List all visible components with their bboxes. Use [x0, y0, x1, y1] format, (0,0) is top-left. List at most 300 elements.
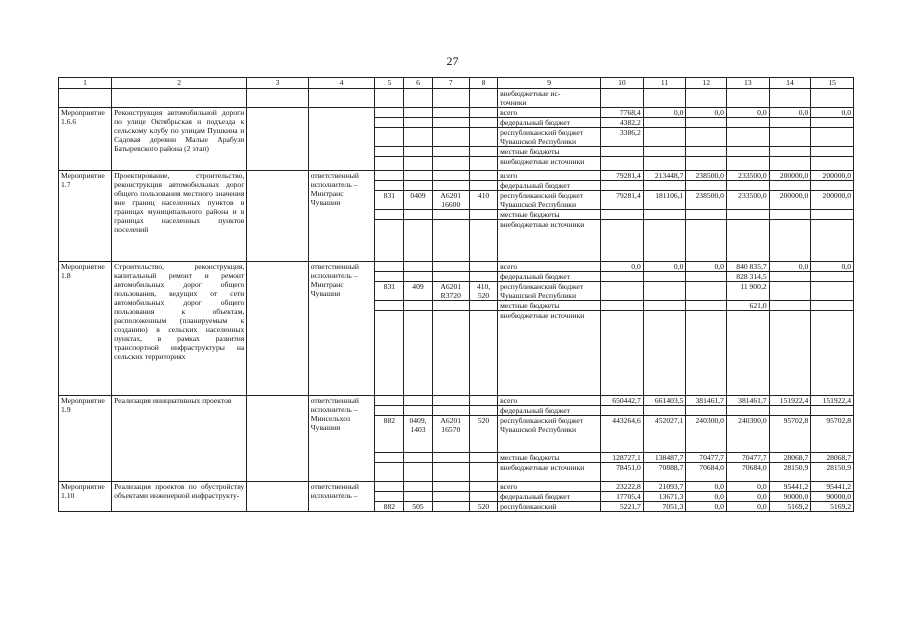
- value-cell: 828 314,5: [726, 272, 769, 282]
- value-cell: [726, 210, 769, 220]
- value-cell: 95441,2: [811, 482, 854, 492]
- value-cell: [769, 181, 811, 191]
- value-cell: 90000,0: [769, 492, 811, 502]
- empty-cell: [404, 396, 432, 406]
- value-cell: [601, 89, 644, 108]
- value-cell: [643, 128, 686, 147]
- value-cell: [601, 220, 644, 262]
- value-cell: [643, 301, 686, 311]
- empty-cell: [404, 406, 432, 416]
- empty-cell: [375, 463, 404, 482]
- value-cell: 233500,0: [726, 191, 769, 210]
- value-cell: 95702,8: [769, 416, 811, 453]
- budget-code-cell: 410: [469, 191, 497, 210]
- value-cell: 13671,3: [643, 492, 686, 502]
- value-cell: [726, 311, 769, 396]
- value-cell: [686, 406, 727, 416]
- value-cell: 90000,0: [811, 492, 854, 502]
- empty-cell: [404, 128, 432, 147]
- budget-code-cell: А6201 R3720: [432, 282, 469, 301]
- empty-cell: [432, 453, 469, 463]
- empty-cell: [404, 262, 432, 272]
- empty-cell: [469, 311, 497, 396]
- measure-label: Мероприятие 1.7: [59, 171, 112, 262]
- value-cell: [769, 210, 811, 220]
- empty-cell: [469, 118, 497, 128]
- empty-cell: [432, 210, 469, 220]
- responsible-executor: ответственный исполнитель –: [308, 482, 375, 512]
- value-cell: 200000,0: [769, 171, 811, 181]
- empty-cell: [469, 463, 497, 482]
- responsible-executor: [308, 108, 375, 171]
- value-cell: [811, 406, 854, 416]
- header-cell: 6: [404, 78, 432, 89]
- empty-cell: [469, 157, 497, 171]
- empty-cell: [247, 482, 308, 512]
- empty-cell: [432, 463, 469, 482]
- empty-cell: [375, 311, 404, 396]
- empty-cell: [432, 262, 469, 272]
- budget-code-cell: 0409, 1403: [404, 416, 432, 453]
- measure-description: Строительство, реконструкция, капитальный ремонт и ремонт автомобильных дорог общего пользования, ведущих от сети автомобильных дорог общего пользования к объектам, расположенным (планируемым к созданию) в сельских населенных пунктах, в рамках развития транспортной инфраструктуры на сельских территориях: [112, 262, 247, 396]
- budget-code-cell: 882: [375, 416, 404, 453]
- empty-cell: [469, 181, 497, 191]
- value-cell: 0,0: [726, 108, 769, 118]
- value-cell: 0,0: [643, 108, 686, 118]
- empty-cell: [375, 157, 404, 171]
- empty-cell: [432, 492, 469, 502]
- table-row: [59, 482, 854, 492]
- empty-cell: [247, 108, 308, 171]
- value-cell: 78451,0: [601, 463, 644, 482]
- value-cell: 138487,7: [643, 453, 686, 463]
- header-cell: 15: [811, 78, 854, 89]
- value-cell: [643, 181, 686, 191]
- empty-cell: [375, 108, 404, 118]
- value-cell: 5169,2: [769, 502, 811, 512]
- funding-source-cell: внебюджетные источники: [498, 463, 601, 482]
- value-cell: 240300,0: [726, 416, 769, 453]
- empty-cell: [469, 301, 497, 311]
- header-cell: 14: [769, 78, 811, 89]
- budget-code-cell: А6201 16600: [432, 191, 469, 210]
- value-cell: [686, 118, 727, 128]
- value-cell: [811, 210, 854, 220]
- budget-code-cell: 882: [375, 502, 404, 512]
- value-cell: [811, 311, 854, 396]
- value-cell: 70684,0: [726, 463, 769, 482]
- value-cell: [643, 157, 686, 171]
- empty-cell: [404, 301, 432, 311]
- budget-code-cell: 520: [469, 416, 497, 453]
- value-cell: [601, 406, 644, 416]
- value-cell: [686, 282, 727, 301]
- value-cell: [769, 128, 811, 147]
- measure-description: Проектирование, строительство, реконструкция автомобильных дорог общего пользования местного значения вне границ населенных пунктов в границах муниципального района и в границах населенных пунктов поселений: [112, 171, 247, 262]
- empty-cell: [469, 482, 497, 492]
- value-cell: [601, 301, 644, 311]
- value-cell: [686, 311, 727, 396]
- value-cell: 70684,0: [686, 463, 727, 482]
- funding-source-cell: внебюджетные источники: [498, 157, 601, 171]
- header-cell: 11: [643, 78, 686, 89]
- funding-source-cell: внебюджетные источники: [498, 220, 601, 262]
- funding-source-cell: федеральный бюджет: [498, 181, 601, 191]
- empty-cell: [404, 463, 432, 482]
- value-cell: [769, 301, 811, 311]
- funding-source-cell: республиканский бюджет Чувашской Республики: [498, 282, 601, 301]
- empty-cell: [432, 128, 469, 147]
- value-cell: 7051,3: [643, 502, 686, 512]
- responsible-executor: ответственный исполнитель – Минтранс Чувашии: [308, 171, 375, 262]
- value-cell: 621,0: [726, 301, 769, 311]
- value-cell: 0,0: [643, 262, 686, 272]
- value-cell: 4382,2: [601, 118, 644, 128]
- value-cell: [643, 220, 686, 262]
- value-cell: 840 835,7: [726, 262, 769, 272]
- empty-cell: [404, 220, 432, 262]
- value-cell: 213448,7: [643, 171, 686, 181]
- empty-cell: [432, 89, 469, 108]
- value-cell: 21093,7: [643, 482, 686, 492]
- value-cell: 0,0: [769, 262, 811, 272]
- value-cell: [601, 311, 644, 396]
- table-row: [59, 171, 854, 181]
- responsible-executor: ответственный исполнитель – Минтранс Чувашии: [308, 262, 375, 396]
- empty-cell: [469, 128, 497, 147]
- budget-code-cell: А6201 16570: [432, 416, 469, 453]
- value-cell: 238500,0: [686, 171, 727, 181]
- value-cell: [769, 89, 811, 108]
- value-cell: [811, 118, 854, 128]
- empty-cell: [404, 147, 432, 157]
- empty-cell: [432, 181, 469, 191]
- value-cell: 381461,7: [686, 396, 727, 406]
- value-cell: [726, 89, 769, 108]
- empty-cell: [375, 453, 404, 463]
- funding-source-cell: всего: [498, 171, 601, 181]
- value-cell: [686, 210, 727, 220]
- empty-cell: [247, 396, 308, 482]
- value-cell: [601, 181, 644, 191]
- empty-cell: [469, 210, 497, 220]
- value-cell: 23222,8: [601, 482, 644, 492]
- empty-cell: [375, 301, 404, 311]
- empty-cell: [432, 220, 469, 262]
- value-cell: [726, 181, 769, 191]
- value-cell: [686, 157, 727, 171]
- value-cell: 28150,9: [811, 463, 854, 482]
- empty-cell: [404, 171, 432, 181]
- empty-cell: [375, 492, 404, 502]
- value-cell: [726, 128, 769, 147]
- value-cell: 200000,0: [769, 191, 811, 210]
- value-cell: 70477,7: [726, 453, 769, 463]
- empty-cell: [432, 272, 469, 282]
- value-cell: [686, 301, 727, 311]
- empty-cell: [469, 396, 497, 406]
- funding-source-cell: республиканский бюджет Чувашской Республики: [498, 128, 601, 147]
- empty-cell: [404, 482, 432, 492]
- empty-cell: [375, 220, 404, 262]
- value-cell: 11 900,2: [726, 282, 769, 301]
- empty-cell: [404, 453, 432, 463]
- value-cell: 95702,8: [811, 416, 854, 453]
- value-cell: [811, 89, 854, 108]
- value-cell: 70888,7: [643, 463, 686, 482]
- empty-cell: [404, 157, 432, 171]
- empty-cell: [375, 396, 404, 406]
- value-cell: 7768,4: [601, 108, 644, 118]
- empty-cell: [469, 220, 497, 262]
- value-cell: 128727,1: [601, 453, 644, 463]
- funding-source-cell: всего: [498, 482, 601, 492]
- budget-code-cell: 520: [469, 502, 497, 512]
- funding-source-cell: республиканский: [498, 502, 601, 512]
- responsible-executor: ответственный исполнитель – Минсельхоз Чувашии: [308, 396, 375, 482]
- measure-label: Мероприятие 1.10: [59, 482, 112, 512]
- budget-code-cell: 505: [404, 502, 432, 512]
- header-cell: 1: [59, 78, 112, 89]
- empty-cell: [375, 262, 404, 272]
- empty-cell: [404, 492, 432, 502]
- value-cell: 200000,0: [811, 191, 854, 210]
- value-cell: [726, 147, 769, 157]
- value-cell: 28068,7: [811, 453, 854, 463]
- measure-label: Мероприятие 1.6.6: [59, 108, 112, 171]
- table-row: [59, 108, 854, 118]
- value-cell: 181106,1: [643, 191, 686, 210]
- empty-cell: [375, 118, 404, 128]
- funding-source-cell: федеральный бюджет: [498, 492, 601, 502]
- value-cell: [643, 406, 686, 416]
- measure-description: Реконструкция автомобильной дороги по улице Октябрьская и подъезда к сельскому клубу по улицам Пушкина и Садовая деревни Малые Арабузи Батыревского района (2 этап): [112, 108, 247, 171]
- value-cell: 3386,2: [601, 128, 644, 147]
- empty-cell: [404, 311, 432, 396]
- value-cell: 0,0: [686, 482, 727, 492]
- empty-cell: [432, 502, 469, 512]
- value-cell: [726, 157, 769, 171]
- value-cell: [726, 406, 769, 416]
- funding-source-cell: внебюджетные ис- точники: [498, 89, 601, 108]
- value-cell: [643, 210, 686, 220]
- value-cell: [811, 282, 854, 301]
- empty-cell: [404, 89, 432, 108]
- value-cell: 0,0: [811, 262, 854, 272]
- empty-cell: [469, 262, 497, 272]
- value-cell: [686, 181, 727, 191]
- budget-code-cell: 410, 520: [469, 282, 497, 301]
- empty-cell: [375, 147, 404, 157]
- empty-cell: [469, 453, 497, 463]
- funding-source-cell: всего: [498, 262, 601, 272]
- empty-cell: [432, 301, 469, 311]
- value-cell: 0,0: [601, 262, 644, 272]
- budget-table: [58, 77, 854, 512]
- value-cell: 70477,7: [686, 453, 727, 463]
- value-cell: 5169,2: [811, 502, 854, 512]
- value-cell: 79281,4: [601, 191, 644, 210]
- empty-cell: [404, 118, 432, 128]
- value-cell: [601, 157, 644, 171]
- empty-cell: [247, 262, 308, 396]
- value-cell: [643, 118, 686, 128]
- value-cell: 0,0: [811, 108, 854, 118]
- value-cell: [601, 272, 644, 282]
- value-cell: [686, 128, 727, 147]
- empty-cell: [432, 118, 469, 128]
- empty-cell: [247, 171, 308, 262]
- value-cell: [601, 210, 644, 220]
- empty-cell: [469, 108, 497, 118]
- value-cell: [686, 220, 727, 262]
- value-cell: 0,0: [686, 492, 727, 502]
- empty-cell: [469, 171, 497, 181]
- funding-source-cell: местные бюджеты: [498, 210, 601, 220]
- value-cell: 0,0: [769, 108, 811, 118]
- value-cell: 0,0: [726, 482, 769, 492]
- value-cell: [686, 147, 727, 157]
- empty-cell: [432, 171, 469, 181]
- value-cell: [726, 118, 769, 128]
- empty-cell: [469, 89, 497, 108]
- empty-cell: [469, 147, 497, 157]
- header-cell: 8: [469, 78, 497, 89]
- value-cell: 151922,4: [769, 396, 811, 406]
- value-cell: 650442,7: [601, 396, 644, 406]
- value-cell: [811, 301, 854, 311]
- value-cell: [601, 282, 644, 301]
- value-cell: 443264,6: [601, 416, 644, 453]
- empty-cell: [432, 147, 469, 157]
- measure-description: Реализация проектов по обустройству объектами инженерной инфраструкту-: [112, 482, 247, 512]
- header-cell: 2: [112, 78, 247, 89]
- value-cell: 0,0: [686, 108, 727, 118]
- empty-cell: [404, 272, 432, 282]
- value-cell: 5221,7: [601, 502, 644, 512]
- empty-cell: [375, 406, 404, 416]
- header-row: [59, 78, 854, 89]
- header-cell: 5: [375, 78, 404, 89]
- value-cell: [811, 272, 854, 282]
- funding-source-cell: всего: [498, 108, 601, 118]
- value-cell: 238500,0: [686, 191, 727, 210]
- value-cell: [811, 220, 854, 262]
- empty-cell: [432, 108, 469, 118]
- empty-cell: [308, 89, 375, 108]
- value-cell: 0,0: [726, 502, 769, 512]
- empty-cell: [432, 396, 469, 406]
- empty-cell: [375, 272, 404, 282]
- value-cell: 240300,0: [686, 416, 727, 453]
- empty-cell: [432, 482, 469, 492]
- empty-cell: [432, 311, 469, 396]
- empty-cell: [59, 89, 112, 108]
- value-cell: [769, 272, 811, 282]
- value-cell: 233500,0: [726, 171, 769, 181]
- value-cell: [769, 406, 811, 416]
- header-cell: 13: [726, 78, 769, 89]
- value-cell: [643, 272, 686, 282]
- funding-source-cell: республиканский бюджет Чувашской Республики: [498, 191, 601, 210]
- value-cell: [769, 220, 811, 262]
- measure-description: Реализация инициативных проектов: [112, 396, 247, 482]
- empty-cell: [375, 171, 404, 181]
- empty-cell: [375, 128, 404, 147]
- value-cell: [769, 311, 811, 396]
- value-cell: [686, 89, 727, 108]
- header-cell: 7: [432, 78, 469, 89]
- empty-cell: [469, 492, 497, 502]
- header-cell: 3: [247, 78, 308, 89]
- empty-cell: [404, 108, 432, 118]
- value-cell: [811, 157, 854, 171]
- value-cell: [686, 272, 727, 282]
- value-cell: [643, 311, 686, 396]
- value-cell: 200000,0: [811, 171, 854, 181]
- value-cell: 151922,4: [811, 396, 854, 406]
- empty-cell: [404, 210, 432, 220]
- funding-source-cell: федеральный бюджет: [498, 406, 601, 416]
- funding-source-cell: федеральный бюджет: [498, 118, 601, 128]
- header-cell: 4: [308, 78, 375, 89]
- empty-cell: [247, 89, 308, 108]
- table-row: [59, 89, 854, 108]
- funding-source-cell: федеральный бюджет: [498, 272, 601, 282]
- value-cell: [811, 181, 854, 191]
- value-cell: 28150,9: [769, 463, 811, 482]
- table-row: [59, 396, 854, 406]
- value-cell: [769, 157, 811, 171]
- value-cell: [643, 147, 686, 157]
- value-cell: 661403,5: [643, 396, 686, 406]
- value-cell: 28068,7: [769, 453, 811, 463]
- value-cell: [769, 147, 811, 157]
- value-cell: [769, 118, 811, 128]
- value-cell: [643, 89, 686, 108]
- header-cell: 10: [601, 78, 644, 89]
- funding-source-cell: всего: [498, 396, 601, 406]
- value-cell: 381461,7: [726, 396, 769, 406]
- empty-cell: [375, 210, 404, 220]
- value-cell: 0,0: [686, 502, 727, 512]
- funding-source-cell: республиканский бюджет Чувашской Республики: [498, 416, 601, 453]
- table-row: [59, 262, 854, 272]
- budget-code-cell: 0409: [404, 191, 432, 210]
- value-cell: 0,0: [726, 492, 769, 502]
- value-cell: 17705,4: [601, 492, 644, 502]
- empty-cell: [469, 272, 497, 282]
- header-cell: 9: [498, 78, 601, 89]
- value-cell: [601, 147, 644, 157]
- measure-label: Мероприятие 1.9: [59, 396, 112, 482]
- empty-cell: [432, 157, 469, 171]
- empty-cell: [469, 406, 497, 416]
- empty-cell: [375, 482, 404, 492]
- value-cell: [643, 282, 686, 301]
- funding-source-cell: местные бюджеты: [498, 147, 601, 157]
- empty-cell: [112, 89, 247, 108]
- value-cell: 79281,4: [601, 171, 644, 181]
- budget-code-cell: 831: [375, 191, 404, 210]
- funding-source-cell: внебюджетные источники: [498, 311, 601, 396]
- header-cell: 12: [686, 78, 727, 89]
- value-cell: 95441,2: [769, 482, 811, 492]
- measure-label: Мероприятие 1.8: [59, 262, 112, 396]
- empty-cell: [375, 89, 404, 108]
- page-number: 27: [446, 54, 459, 68]
- empty-cell: [375, 181, 404, 191]
